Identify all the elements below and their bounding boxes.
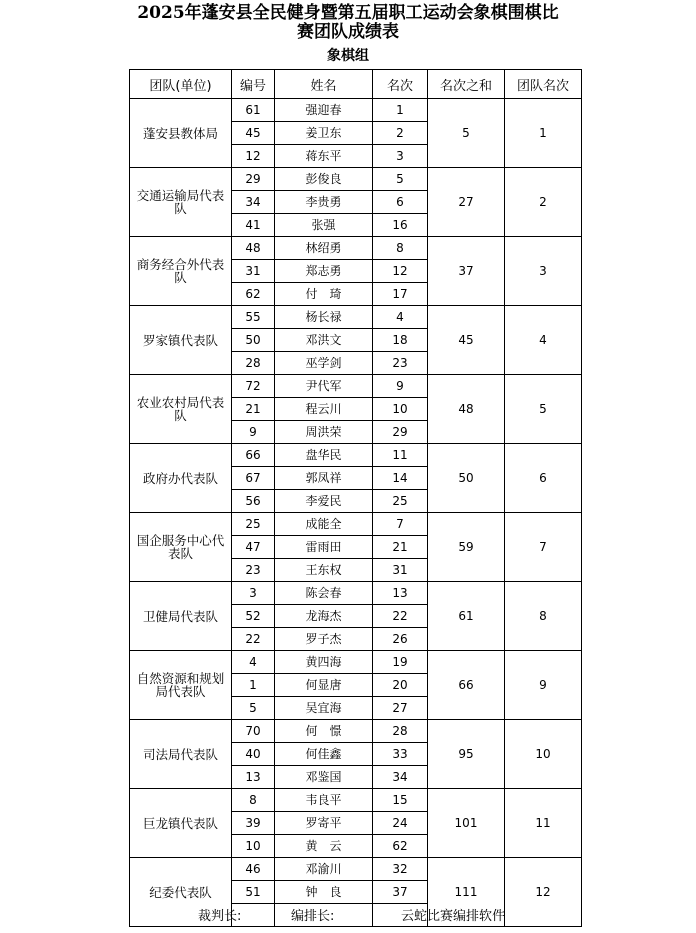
member-rank-cell: 4 [373, 306, 428, 329]
page-title-line-2: 赛团队成绩表 [297, 22, 399, 42]
member-number-cell: 47 [232, 536, 275, 559]
member-number-cell: 23 [232, 559, 275, 582]
member-name-cell: 罗子杰 [275, 628, 373, 651]
team-unit-cell: 蓬安县教体局 [130, 99, 232, 168]
team-rank-cell: 2 [505, 168, 582, 237]
team-rank-cell: 7 [505, 513, 582, 582]
member-name-cell: 郭凤祥 [275, 467, 373, 490]
member-name-cell: 邓鉴国 [275, 766, 373, 789]
member-number-cell: 3 [232, 582, 275, 605]
member-number-cell: 70 [232, 720, 275, 743]
member-rank-cell: 1 [373, 99, 428, 122]
rank-sum-cell: 27 [428, 168, 505, 237]
member-rank-cell: 5 [373, 168, 428, 191]
member-name-cell: 郑志勇 [275, 260, 373, 283]
rank-sum-cell: 37 [428, 237, 505, 306]
page-title-line-1: 2025年蓬安县全民健身暨第五届职工运动会象棋围棋比 [137, 3, 559, 23]
member-number-cell: 10 [232, 835, 275, 858]
member-rank-cell: 26 [373, 628, 428, 651]
header-name: 姓名 [275, 70, 373, 99]
member-name-cell: 韦良平 [275, 789, 373, 812]
member-rank-cell: 28 [373, 720, 428, 743]
member-number-cell: 66 [232, 444, 275, 467]
member-name-cell: 周洪荣 [275, 421, 373, 444]
member-name-cell: 何 憬 [275, 720, 373, 743]
rank-sum-cell: 48 [428, 375, 505, 444]
member-rank-cell: 11 [373, 444, 428, 467]
member-name-cell: 邓洪文 [275, 329, 373, 352]
member-rank-cell: 3 [373, 145, 428, 168]
member-number-cell: 72 [232, 375, 275, 398]
member-number-cell: 29 [232, 168, 275, 191]
member-name-cell: 黄 云 [275, 835, 373, 858]
team-unit-cell: 卫健局代表队 [130, 582, 232, 651]
header-rank-sum: 名次之和 [428, 70, 505, 99]
member-number-cell: 67 [232, 467, 275, 490]
member-name-cell: 杨长禄 [275, 306, 373, 329]
member-name-cell: 巫学剑 [275, 352, 373, 375]
member-name-cell: 龙海杰 [275, 605, 373, 628]
rank-sum-cell: 101 [428, 789, 505, 858]
team-rank-cell: 5 [505, 375, 582, 444]
member-rank-cell: 14 [373, 467, 428, 490]
member-number-cell: 55 [232, 306, 275, 329]
team-unit-cell: 巨龙镇代表队 [130, 789, 232, 858]
member-name-cell: 强迎春 [275, 99, 373, 122]
member-name-cell: 陈会春 [275, 582, 373, 605]
member-name-cell: 尹代军 [275, 375, 373, 398]
member-rank-cell: 20 [373, 674, 428, 697]
team-rank-cell: 6 [505, 444, 582, 513]
member-rank-cell: 16 [373, 214, 428, 237]
team-rank-cell: 12 [505, 858, 582, 927]
table-row [130, 513, 582, 536]
footer-software: 云蛇比赛编排软件 [401, 909, 506, 924]
member-number-cell: 46 [232, 858, 275, 881]
member-name-cell: 黄四海 [275, 651, 373, 674]
table-row [130, 168, 582, 191]
member-name-cell: 李贵勇 [275, 191, 373, 214]
member-number-cell: 48 [232, 237, 275, 260]
member-rank-cell: 27 [373, 697, 428, 720]
team-rank-cell: 3 [505, 237, 582, 306]
member-rank-cell: 25 [373, 490, 428, 513]
member-number-cell: 25 [232, 513, 275, 536]
member-name-cell: 成能全 [275, 513, 373, 536]
member-name-cell: 彭俊良 [275, 168, 373, 191]
rank-sum-cell: 61 [428, 582, 505, 651]
table-row [130, 651, 582, 674]
member-number-cell: 5 [232, 697, 275, 720]
member-rank-cell: 6 [373, 191, 428, 214]
member-number-cell: 51 [232, 881, 275, 904]
member-rank-cell: 9 [373, 375, 428, 398]
member-number-cell: 45 [232, 122, 275, 145]
member-rank-cell: 31 [373, 559, 428, 582]
member-number-cell: 31 [232, 260, 275, 283]
member-rank-cell: 17 [373, 283, 428, 306]
member-rank-cell: 34 [373, 766, 428, 789]
member-number-cell: 13 [232, 766, 275, 789]
member-name-cell: 王东权 [275, 559, 373, 582]
member-rank-cell: 21 [373, 536, 428, 559]
member-name-cell: 程云川 [275, 398, 373, 421]
table-body [130, 99, 582, 927]
member-number-cell: 1 [232, 674, 275, 697]
member-name-cell: 林绍勇 [275, 237, 373, 260]
member-number-cell: 62 [232, 283, 275, 306]
table-row [130, 306, 582, 329]
team-results-table [129, 69, 582, 927]
header-number: 编号 [232, 70, 275, 99]
team-unit-cell: 罗家镇代表队 [130, 306, 232, 375]
team-unit-cell: 国企服务中心代表队 [130, 513, 232, 582]
team-rank-cell: 1 [505, 99, 582, 168]
member-name-cell: 盘华民 [275, 444, 373, 467]
member-name-cell: 李爱民 [275, 490, 373, 513]
member-name-cell: 罗寄平 [275, 812, 373, 835]
team-rank-cell: 8 [505, 582, 582, 651]
member-rank-cell: 15 [373, 789, 428, 812]
rank-sum-cell: 66 [428, 651, 505, 720]
team-rank-cell: 10 [505, 720, 582, 789]
member-number-cell: 41 [232, 214, 275, 237]
member-name-cell: 付 琦 [275, 283, 373, 306]
team-unit-cell: 商务经合外代表队 [130, 237, 232, 306]
table-row [130, 858, 582, 881]
member-rank-cell: 23 [373, 352, 428, 375]
member-name-cell: 张强 [275, 214, 373, 237]
member-name-cell: 何佳鑫 [275, 743, 373, 766]
member-rank-cell: 19 [373, 651, 428, 674]
table-row [130, 720, 582, 743]
member-rank-cell: 29 [373, 421, 428, 444]
team-unit-cell: 交通运输局代表队 [130, 168, 232, 237]
team-rank-cell: 11 [505, 789, 582, 858]
footer-scheduler: 编排长: [291, 909, 335, 924]
table-row [130, 789, 582, 812]
member-number-cell: 22 [232, 628, 275, 651]
member-rank-cell: 24 [373, 812, 428, 835]
member-rank-cell: 2 [373, 122, 428, 145]
footer-referee: 裁判长: [198, 909, 242, 924]
member-number-cell: 52 [232, 605, 275, 628]
member-rank-cell: 32 [373, 858, 428, 881]
rank-sum-cell: 59 [428, 513, 505, 582]
team-rank-cell: 4 [505, 306, 582, 375]
member-name-cell: 蒋东平 [275, 145, 373, 168]
member-number-cell: 56 [232, 490, 275, 513]
rank-sum-cell: 111 [428, 858, 505, 927]
rank-sum-cell: 95 [428, 720, 505, 789]
footer [0, 905, 696, 925]
member-number-cell: 40 [232, 743, 275, 766]
member-rank-cell: 33 [373, 743, 428, 766]
member-rank-cell: 22 [373, 605, 428, 628]
member-number-cell: 50 [232, 329, 275, 352]
team-rank-cell: 9 [505, 651, 582, 720]
member-rank-cell: 10 [373, 398, 428, 421]
member-name-cell: 雷雨田 [275, 536, 373, 559]
team-unit-cell: 自然资源和规划局代表队 [130, 651, 232, 720]
team-unit-cell: 纪委代表队 [130, 858, 232, 927]
member-rank-cell: 7 [373, 513, 428, 536]
member-rank-cell: 62 [373, 835, 428, 858]
member-number-cell: 39 [232, 812, 275, 835]
member-name-cell: 邓渝川 [275, 858, 373, 881]
member-rank-cell: 8 [373, 237, 428, 260]
rank-sum-cell: 45 [428, 306, 505, 375]
member-rank-cell: 18 [373, 329, 428, 352]
team-unit-cell: 司法局代表队 [130, 720, 232, 789]
rank-sum-cell: 5 [428, 99, 505, 168]
member-rank-cell: 13 [373, 582, 428, 605]
member-rank-cell: 37 [373, 881, 428, 904]
table-header-row [130, 70, 582, 99]
member-number-cell: 12 [232, 145, 275, 168]
table-row [130, 237, 582, 260]
team-unit-cell: 政府办代表队 [130, 444, 232, 513]
table-row [130, 444, 582, 467]
member-name-cell: 钟 良 [275, 881, 373, 904]
header-team-unit: 团队(单位) [130, 70, 232, 99]
member-rank-cell: 12 [373, 260, 428, 283]
member-number-cell: 21 [232, 398, 275, 421]
member-name-cell: 姜卫东 [275, 122, 373, 145]
header-team-rank: 团队名次 [505, 70, 582, 99]
header-rank: 名次 [373, 70, 428, 99]
member-number-cell: 4 [232, 651, 275, 674]
team-unit-cell: 农业农村局代表队 [130, 375, 232, 444]
member-number-cell: 61 [232, 99, 275, 122]
member-number-cell: 9 [232, 421, 275, 444]
member-number-cell: 34 [232, 191, 275, 214]
rank-sum-cell: 50 [428, 444, 505, 513]
group-subtitle: 象棋组 [327, 48, 369, 64]
table-row [130, 99, 582, 122]
member-number-cell: 28 [232, 352, 275, 375]
table-row [130, 375, 582, 398]
member-name-cell: 吴宜海 [275, 697, 373, 720]
member-name-cell: 何显唐 [275, 674, 373, 697]
table-row [130, 582, 582, 605]
member-number-cell: 8 [232, 789, 275, 812]
